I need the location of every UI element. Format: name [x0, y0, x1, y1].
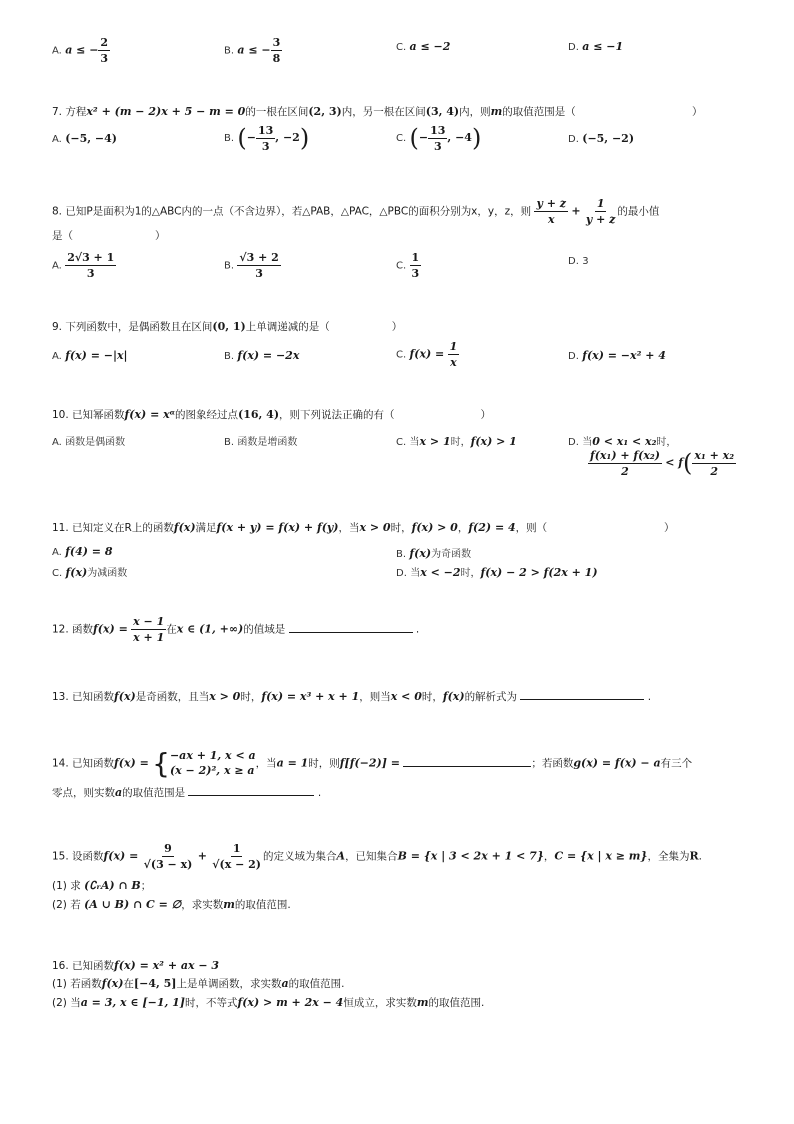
q6-option-c: C. a ≤ −2	[396, 40, 451, 53]
q16-stem: 16. 已知函数f(x) = x² + ax − 3	[52, 959, 220, 972]
q9-option-d: D. f(x) = −x² + 4	[568, 349, 666, 362]
q15-stem: 15. 设函数f(x) = $\frac{9}{√(3 - x)}$ + $\frac{1}{√(x - 2)}$ 的定义域为集合A，已知集合B = {x | 3 < 2x + 1 < 7}，C = {x | x ≥ m}，全集为R.	[52, 842, 702, 871]
q11-option-d: D. 当x < −2时，f(x) − 2 > f(2x + 1)	[396, 566, 598, 579]
q16-part2: (2) 当a = 3, x ∈ [−1, 1]时，不等式f(x) > m + 2x − 4恒成立，求实数m的取值范围.	[52, 996, 485, 1009]
q7-answer-paren: ）	[692, 106, 703, 118]
q15-part2: (2) 若 (A ∪ B) ∩ C = ∅，求实数m的取值范围.	[52, 898, 291, 911]
q11-answer-paren: ）	[664, 522, 675, 534]
q11-option-c: C. f(x)为减函数	[52, 566, 128, 579]
q10-stem: 10. 已知幂函数f(x) = xᵅ的图象经过点(16, 4)，则下列说法正确的有（ ）	[52, 408, 492, 421]
q11-stem: 11. 已知定义在R上的函数f(x)满足f(x + y) = f(x) + f(y)，当x > 0时，f(x) > 0，f(2) = 4，则（	[52, 521, 548, 534]
q12-answer-blank[interactable]	[289, 622, 413, 633]
q8-option-d: D. 3	[568, 256, 589, 267]
q10-option-d-formula: $\frac{\text{f(x₁) + f(x₂)}}{2}$ < f( $\frac{\text{x₁ + x₂}}{2}$	[590, 448, 735, 478]
q7-option-c: C. (− $\frac{13}{3}$ , −4)	[396, 123, 482, 153]
q14-stem-cont: 零点，则实数a的取值范围是 .	[52, 786, 322, 799]
q10-option-d: D. 当0 < x₁ < x₂时，	[568, 435, 677, 448]
q10-option-b: B. 函数是增函数	[224, 437, 298, 448]
q7-option-b: B. (− $\frac{13}{3}$ , −2)	[224, 123, 310, 153]
q14-stem: 14. 已知函数f(x) = { −ax + 1, x < a (x − 2)², x ≥ a ，当a = 1时，则f[f(−2)] = ；若函数g(x) = f(x) − a有三个	[52, 747, 693, 780]
q6-option-b: B. a ≤ − $\frac{3}{8}$	[224, 36, 281, 65]
q8-option-b: B. $\frac{√3 + 2}{3}$	[224, 251, 279, 280]
q9-option-a: A. f(x) = −|x|	[52, 349, 128, 362]
q7-option-d: D. (−5, −2)	[568, 132, 635, 145]
q13-answer-blank[interactable]	[520, 689, 644, 700]
q10-option-a: A. 函数是偶函数	[52, 437, 126, 448]
q8-option-c: C. $\frac{1}{3}$	[396, 251, 420, 280]
q9-option-b: B. f(x) = −2x	[224, 349, 300, 362]
q12-stem: 12. 函数f(x) = $\frac{x - 1}{x + 1}$ 在x ∈ (1, +∞)的值域是 .	[52, 615, 420, 644]
q8-stem: 8. 已知P是面积为1的△ABC内的一点（不含边界），若△PAB，△PAC，△PBC的面积分别为x，y，z，则 $\frac{y + z}{x}$ + $\frac{1}{y + z}$ 的最小值	[52, 197, 660, 226]
q14-answer-blank-1[interactable]	[403, 756, 531, 767]
q8-stem-cont: 是（ ）	[52, 230, 166, 242]
q9-option-c: C. f(x) = $\frac{1}{x}$	[396, 340, 458, 369]
q7-stem: 7. 方程x² + (m − 2)x + 5 − m = 0的一根在区间(2, 3)内，另一根在区间(3, 4)内，则m的取值范围是（	[52, 105, 576, 118]
q6-option-d: D. a ≤ −1	[568, 40, 624, 53]
q16-part1: (1) 若函数f(x)在[−4, 5]上是单调函数，求实数a的取值范围.	[52, 977, 345, 990]
q9-stem: 9. 下列函数中，是偶函数且在区间(0, 1)上单调递减的是（ ）	[52, 320, 403, 333]
q6-b-fraction: $\frac{3}{8}$	[272, 36, 281, 65]
q6-option-a: A. a ≤ − $\frac{2}{3}$	[52, 36, 109, 65]
q7-option-a: A. (−5, −4)	[52, 132, 117, 145]
q6-a-fraction: $\frac{2}{3}$	[100, 36, 109, 65]
q8-option-a: A. $\frac{2√3 + 1}{3}$	[52, 251, 115, 280]
q11-option-b: B. f(x)为奇函数	[396, 547, 472, 560]
q11-option-a: A. f(4) = 8	[52, 545, 113, 558]
q15-part1: (1) 求 (∁ᵣA) ∩ B；	[52, 879, 152, 892]
q10-option-c: C. 当x > 1时，f(x) > 1	[396, 435, 517, 448]
q14-answer-blank-2[interactable]	[188, 785, 314, 796]
q13-stem: 13. 已知函数f(x)是奇函数，且当x > 0时，f(x) = x³ + x + 1，则当x < 0时，f(x)的解析式为 .	[52, 690, 652, 703]
